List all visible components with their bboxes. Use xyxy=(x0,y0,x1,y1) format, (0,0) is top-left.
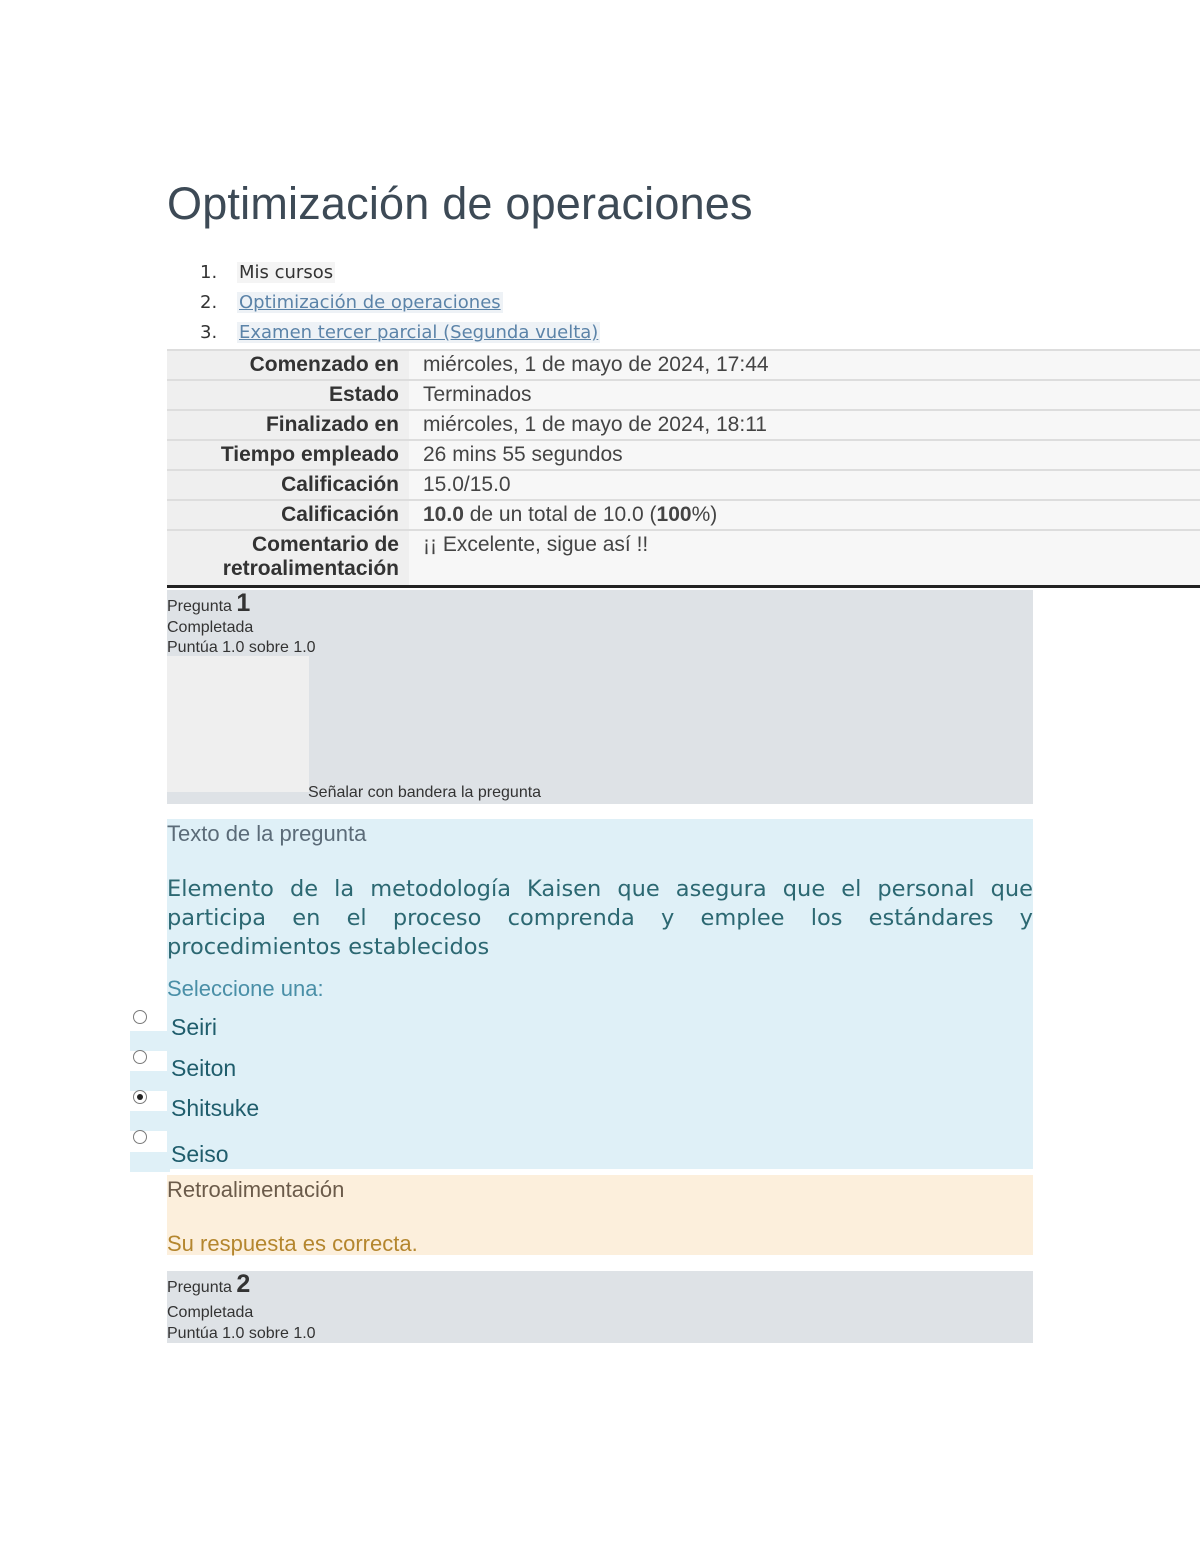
page-title: Optimización de operaciones xyxy=(167,178,753,229)
summary-value-grade xyxy=(409,500,1200,530)
grade-total: de un total de 10.0 ( xyxy=(463,503,657,526)
answer-prompt: Seleccione una: xyxy=(167,976,324,1001)
grade-score: 10.0 xyxy=(423,503,464,526)
answer-option-seiton[interactable]: Seiton xyxy=(171,1055,237,1081)
summary-value-finished: miércoles, 1 de mayo de 2024, 18:11 xyxy=(409,410,1200,440)
summary-label-state: Estado xyxy=(167,380,409,410)
breadcrumb-item-exam: 3. Examen tercer parcial (Segunda vuelta) xyxy=(200,322,599,343)
breadcrumb-my-courses[interactable]: Mis cursos xyxy=(239,262,334,283)
question-1-text: Elemento de la metodología Kaisen que asegura que el personal que participa en el proceso comprenda y emplee los estándares y procedimientos establecidos xyxy=(167,876,1033,960)
summary-label-time: Tiempo empleado xyxy=(167,440,409,470)
question-2-state: Completada xyxy=(167,1304,254,1321)
question-1-heading xyxy=(167,589,251,618)
answer-radio-shitsuke[interactable] xyxy=(133,1090,147,1104)
summary-row-finished xyxy=(167,410,1200,440)
summary-value-feedback: ¡¡ Excelente, sigue así !! xyxy=(409,530,1200,587)
breadcrumb-item-my-courses: 1. Mis cursos xyxy=(200,262,334,283)
question-1-state: Completada xyxy=(167,619,254,636)
breadcrumb-course-link[interactable]: Optimización de operaciones xyxy=(239,292,501,313)
summary-row-state xyxy=(167,380,1200,410)
summary-row-feedback xyxy=(167,530,1200,587)
summary-label-feedback: Comentario de retroalimentación xyxy=(167,530,409,587)
question-2-prefix: Pregunta xyxy=(167,1279,232,1296)
question-text-label: Texto de la pregunta xyxy=(167,821,367,846)
summary-row-marks xyxy=(167,470,1200,500)
question-2-grade: Puntúa 1.0 sobre 1.0 xyxy=(167,1325,316,1342)
grade-percent: 100 xyxy=(656,503,692,526)
answer-radio-seiri[interactable] xyxy=(133,1010,147,1024)
question-2-info xyxy=(167,1271,1033,1343)
breadcrumb xyxy=(200,258,600,348)
summary-row-started xyxy=(167,350,1200,380)
flag-question-link[interactable]: Señalar con bandera la pregunta xyxy=(308,784,542,801)
summary-value-time: 26 mins 55 segundos xyxy=(409,440,1200,470)
summary-row-grade xyxy=(167,500,1200,530)
summary-value-marks: 15.0/15.0 xyxy=(409,470,1200,500)
grade-suffix: %) xyxy=(691,503,718,526)
summary-label-grade: Calificación xyxy=(167,500,409,530)
answer-option-seiso[interactable]: Seiso xyxy=(171,1141,229,1167)
breadcrumb-item-course: 2. Optimización de operaciones xyxy=(200,292,501,313)
attempt-summary-table xyxy=(167,349,1200,588)
question-1-feedback xyxy=(167,1175,1033,1255)
summary-label-marks: Calificación xyxy=(167,470,409,500)
answer-option-seiri[interactable]: Seiri xyxy=(171,1014,218,1040)
question-2-heading xyxy=(167,1270,251,1299)
question-1-grade: Puntúa 1.0 sobre 1.0 xyxy=(167,639,316,656)
flag-box xyxy=(167,656,309,792)
summary-label-finished: Finalizado en xyxy=(167,410,409,440)
question-2-number: 2 xyxy=(236,1270,251,1298)
answer-radio-seiso[interactable] xyxy=(133,1130,147,1144)
summary-value-state: Terminados xyxy=(409,380,1200,410)
question-1-number: 1 xyxy=(236,589,251,617)
question-1-content xyxy=(167,819,1033,1169)
summary-value-started: miércoles, 1 de mayo de 2024, 17:44 xyxy=(409,350,1200,380)
summary-label-started: Comenzado en xyxy=(167,350,409,380)
summary-row-time xyxy=(167,440,1200,470)
feedback-message: Su respuesta es correcta. xyxy=(167,1231,418,1256)
question-1-prefix: Pregunta xyxy=(167,598,232,615)
question-1-info xyxy=(167,590,1033,804)
feedback-label: Retroalimentación xyxy=(167,1177,345,1202)
breadcrumb-exam-link[interactable]: Examen tercer parcial (Segunda vuelta) xyxy=(239,322,599,343)
answer-radio-seiton[interactable] xyxy=(133,1050,147,1064)
answer-option-shitsuke[interactable]: Shitsuke xyxy=(171,1095,260,1121)
